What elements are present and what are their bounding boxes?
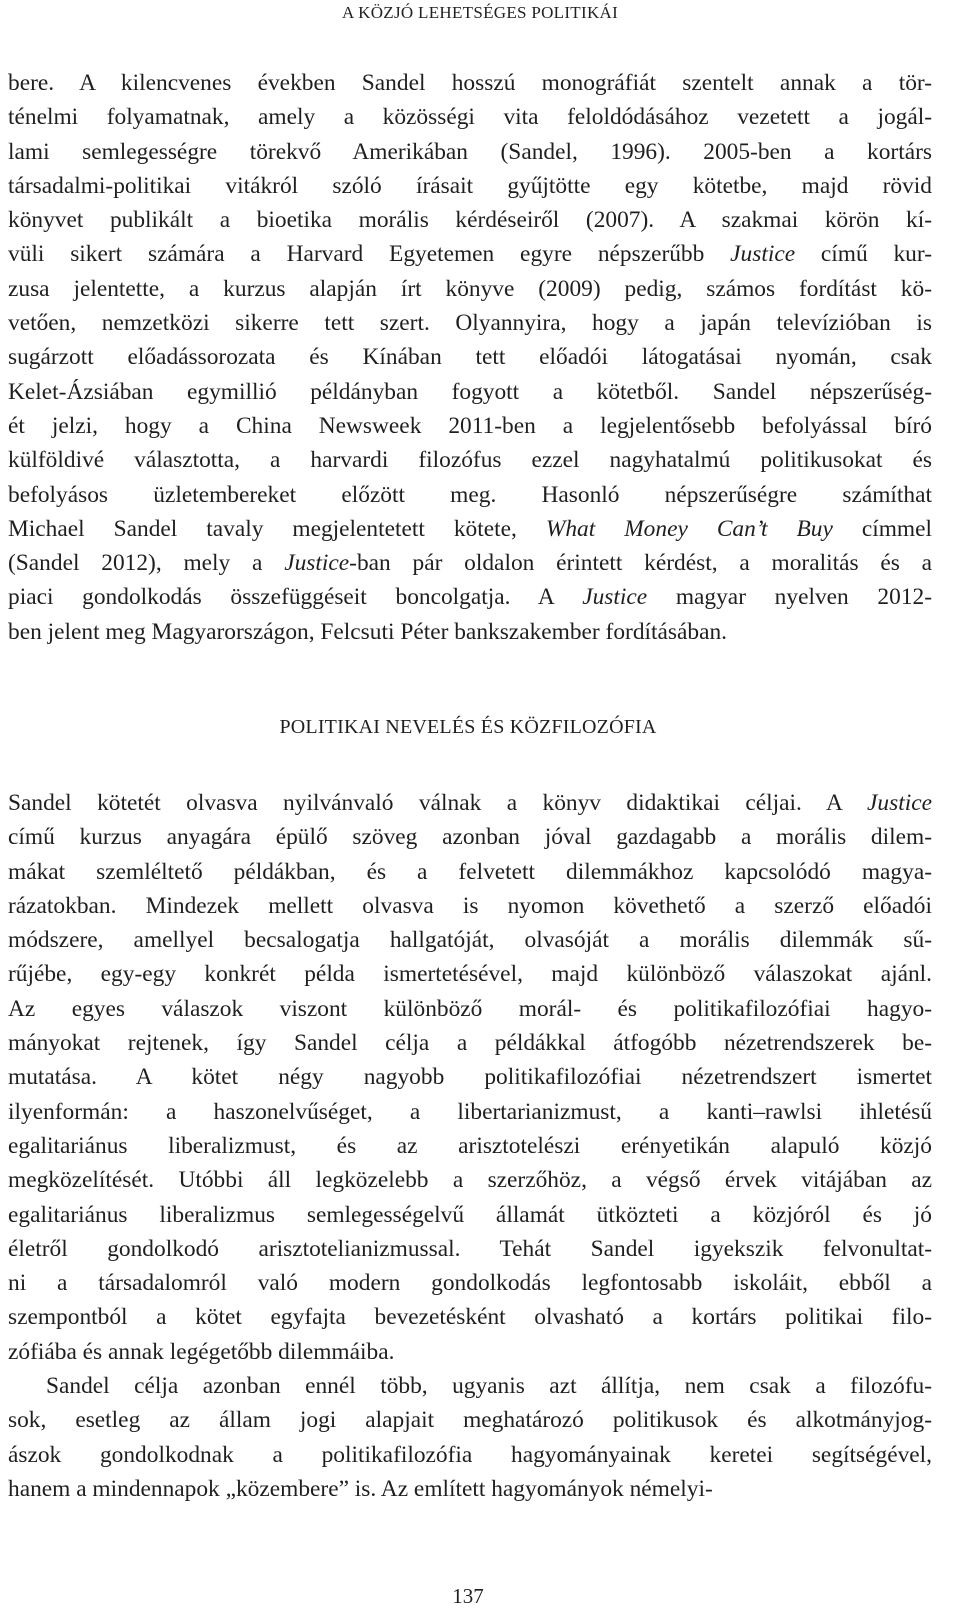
text-segment: vüli sikert számára a Harvard Egyetemen egyre népszerűbb bbox=[8, 241, 731, 268]
text-line bbox=[8, 1198, 932, 1232]
text-line bbox=[8, 992, 932, 1026]
text-segment: befolyásos üzletembereket előzött meg. Hasonló népszerűségre számíthat bbox=[8, 481, 932, 508]
text-segment: ben jelent meg Magyarországon, Felcsuti Péter bankszakember fordításában. bbox=[8, 618, 728, 645]
text-segment: megközelítését. Utóbbi áll legközelebb a szerzőhöz, a végső érvek vitájában az bbox=[8, 1167, 932, 1194]
text-line bbox=[8, 100, 932, 134]
text-segment: hanem a mindennapok „közembere” is. Az említett hagyományok némelyi- bbox=[8, 1475, 713, 1502]
text-segment: módszere, amellyel becsalogatja hallgatóját, olvasóját a morális dilemmák sű- bbox=[8, 927, 932, 954]
text-segment: életről gondolkodó arisztotelianizmussal. Tehát Sandel igyekszik felvonultat- bbox=[8, 1235, 932, 1262]
text-segment: zusa jelentette, a kurzus alapján írt könyve (2009) pedig, számos fordítást kö- bbox=[8, 275, 932, 302]
text-segment: mákat szemléltető példákban, és a felvetett dilemmákhoz kapcsolódó magya- bbox=[8, 858, 932, 885]
running-head: A KÖZJÓ LEHETSÉGES POLITIKÁI bbox=[341, 3, 619, 22]
text-segment: zófiába és annak legégetőbb dilemmáiba. bbox=[8, 1338, 395, 1365]
paragraph-1 bbox=[8, 66, 932, 649]
text-segment: szempontból a kötet egyfajta bevezetésként olvasható a kortárs politikai filo- bbox=[8, 1304, 932, 1331]
text-line bbox=[8, 375, 932, 409]
text-segment: ét jelzi, hogy a China Newsweek 2011-ben a legjelentősebb befolyással bíró bbox=[8, 412, 932, 439]
text-segment: mányokat rejtenek, így Sandel célja a példákkal átfogóbb nézetrendszerek be- bbox=[8, 1030, 932, 1057]
text-line bbox=[8, 1266, 932, 1300]
text-segment: magyar nyelven 2012- bbox=[647, 584, 932, 611]
italic-title: Justice bbox=[582, 584, 648, 611]
text-segment: piaci gondolkodás összefüggéseit boncolgatja. A bbox=[8, 584, 583, 611]
paragraph-2-body bbox=[8, 786, 932, 1369]
text-line bbox=[8, 135, 932, 169]
text-line bbox=[8, 203, 932, 237]
text-segment: Sandel célja azonban ennél több, ugyanis azt állítja, nem csak a filozófu- bbox=[46, 1373, 932, 1400]
text-line bbox=[8, 1403, 932, 1437]
text-segment: egalitariánus liberalizmust, és az arisztotelészi erényetikán alapuló közjó bbox=[8, 1132, 932, 1159]
text-line bbox=[8, 1438, 932, 1472]
text-line bbox=[8, 409, 932, 443]
text-segment: vetően, nemzetközi sikerre tett szert. Olyannyira, hogy a japán televízióban is bbox=[8, 310, 932, 337]
text-line bbox=[8, 957, 932, 991]
text-segment: társadalmi-politikai vitákról szóló írásait gyűjtötte egy kötetbe, majd rövid bbox=[8, 172, 932, 199]
text-segment: Michael Sandel tavaly megjelentetett kötete, bbox=[8, 515, 546, 542]
text-line bbox=[8, 546, 932, 580]
italic-title: Justice bbox=[730, 241, 796, 268]
section-heading: POLITIKAI NEVELÉS ÉS KÖZFILOZÓFIA bbox=[279, 716, 657, 738]
text-line bbox=[8, 169, 932, 203]
text-line bbox=[8, 1129, 932, 1163]
text-line bbox=[8, 1472, 932, 1506]
italic-title: Justice bbox=[284, 550, 350, 577]
text-line bbox=[8, 237, 932, 271]
text-line bbox=[8, 615, 932, 649]
text-segment: ilyenformán: a haszonelvűséget, a libertarianizmust, a kanti–rawlsi ihletésű bbox=[8, 1098, 932, 1125]
text-line bbox=[8, 272, 932, 306]
text-line bbox=[8, 1095, 932, 1129]
paragraph-2 bbox=[8, 786, 932, 1506]
page-number: 137 bbox=[452, 1584, 484, 1608]
text-line bbox=[8, 66, 932, 100]
text-segment: külföldivé választotta, a harvardi filozófus ezzel nagyhatalmú politikusokat és bbox=[8, 447, 932, 474]
text-line bbox=[8, 1300, 932, 1334]
text-segment: Az egyes válaszok viszont különböző morál- és politikafilozófiai hagyo- bbox=[8, 995, 932, 1022]
text-segment: ni a társadalomról való modern gondolkodás legfontosabb iskoláit, ebből a bbox=[8, 1270, 932, 1297]
paragraph-3-body bbox=[8, 1369, 932, 1506]
text-line bbox=[8, 923, 932, 957]
text-line bbox=[8, 443, 932, 477]
text-line bbox=[8, 786, 932, 820]
text-segment: (Sandel 2012), mely a bbox=[8, 550, 285, 577]
italic-title: What Money Can’t Buy bbox=[545, 515, 833, 542]
text-line bbox=[8, 1163, 932, 1197]
text-segment: ászok gondolkodnak a politikafilozófia hagyományainak keretei segítségével, bbox=[8, 1441, 932, 1468]
text-segment: rűjébe, egy-egy konkrét példa ismertetésével, majd különböző válaszokat ajánl. bbox=[8, 961, 932, 988]
text-line bbox=[8, 1232, 932, 1266]
text-line bbox=[8, 478, 932, 512]
text-segment: -ban pár oldalon érintett kérdést, a moralitás és a bbox=[349, 550, 933, 577]
text-segment: rázatokban. Mindezek mellett olvasva is nyomon követhető a szerző előadói bbox=[8, 892, 932, 919]
text-segment: Kelet-Ázsiában egymillió példányban fogyott a kötetből. Sandel népszerűség- bbox=[8, 378, 932, 405]
text-line bbox=[8, 1026, 932, 1060]
text-segment: sok, esetleg az állam jogi alapjait meghatározó politikusok és alkotmányjog- bbox=[8, 1407, 932, 1434]
text-line bbox=[8, 580, 932, 614]
text-segment: Sandel kötetét olvasva nyilvánvaló válnak a könyv didaktikai céljai. A bbox=[8, 790, 868, 816]
text-segment: ténelmi folyamatnak, amely a közösségi vita feloldódásához vezetett a jogál- bbox=[8, 104, 932, 131]
text-segment: bere. A kilencvenes években Sandel hosszú monográfiát szentelt annak a tör- bbox=[8, 70, 932, 96]
text-line bbox=[8, 855, 932, 889]
text-segment: lami semlegességre törekvő Amerikában (Sandel, 1996). 2005-ben a kortárs bbox=[8, 138, 932, 165]
text-line bbox=[8, 306, 932, 340]
text-segment: egalitariánus liberalizmus semlegességelvű államát ütközteti a közjóról és jó bbox=[8, 1201, 932, 1228]
text-segment: címmel bbox=[832, 515, 932, 542]
text-line bbox=[8, 889, 932, 923]
text-segment: könyvet publikált a bioetika morális kérdéseiről (2007). A szakmai körön kí- bbox=[8, 207, 932, 234]
text-line bbox=[8, 1060, 932, 1094]
text-line bbox=[8, 512, 932, 546]
italic-title: Justice bbox=[867, 790, 932, 816]
text-segment: mutatása. A kötet négy nagyobb politikafilozófiai nézetrendszert ismertet bbox=[8, 1064, 932, 1091]
text-line bbox=[8, 1335, 932, 1369]
text-line bbox=[8, 1369, 932, 1403]
text-line bbox=[8, 820, 932, 854]
text-line bbox=[8, 340, 932, 374]
text-segment: című kur- bbox=[795, 241, 932, 268]
text-segment: sugárzott előadássorozata és Kínában tett előadói látogatásai nyomán, csak bbox=[8, 344, 932, 371]
text-segment: című kurzus anyagára épülő szöveg azonban jóval gazdagabb a morális dilem- bbox=[8, 824, 932, 851]
